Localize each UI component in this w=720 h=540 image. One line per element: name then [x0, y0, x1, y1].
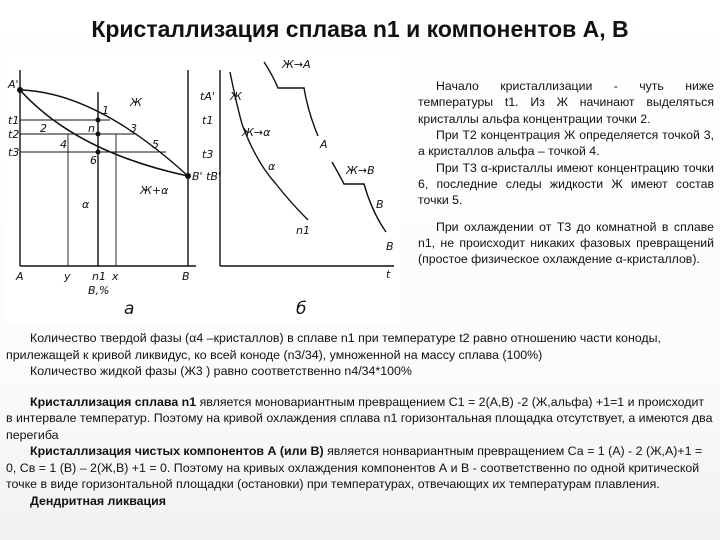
label-cool-B: B — [376, 198, 384, 211]
slide-title: Кристаллизация сплава n1 и компонентов А, В — [91, 16, 629, 42]
alloy-crystallization-body: является моновариантным превращением С1 = 2(А,В) -2 (Ж,альфа) +1=1 и происходит в интервале температур. Поэтому на кривой охлаждения сплава n1 горизонтальная площадка отсутствует, а имеются два перегиба — [6, 394, 713, 442]
label-x: x — [112, 270, 119, 283]
phase-diagram-svg — [6, 52, 400, 324]
alloy-crystallization-text — [6, 394, 714, 444]
label-time-axis: t — [386, 268, 391, 281]
label-liquid-to-alpha: Ж→α — [242, 126, 271, 139]
label-cool-n1: n1 — [296, 224, 310, 237]
pure-components-heading: Кристаллизация чистых компонентов А (или В) — [30, 444, 324, 458]
label-t3: t3 — [8, 146, 20, 159]
label-y: y — [64, 270, 71, 283]
label-B-prime: B' tB' — [192, 170, 221, 183]
paragraph-t2: При Т2 концентрация Ж определяется точкой 3, а кристаллов альфа – точкой 4. — [418, 128, 714, 159]
paragraph-start: Начало кристаллизации - чуть ниже температуры t1. Из Ж начинают выделяться кристаллы альфа концентрации точки 2. — [418, 79, 714, 126]
panel-label-a: а — [124, 299, 135, 319]
label-liquid-to-B: Ж→В — [346, 164, 375, 177]
pure-components-text — [6, 443, 714, 493]
label-cool-t3: t3 — [202, 148, 214, 161]
paragraph-cooling: При охлаждении от Т3 до комнатной в сплаве n1, не происходит никаких фазовых превращений (простое физическое охлаждение α-кристаллов). — [418, 219, 714, 267]
point-n — [96, 132, 101, 137]
label-A-prime: A' — [8, 78, 19, 91]
panel-label-b: б — [296, 299, 307, 319]
alloy-crystallization-heading: Кристаллизация сплава n1 — [30, 394, 197, 409]
label-cool-liquid: Ж — [230, 90, 242, 103]
label-liquid-to-A: Ж→A — [282, 58, 311, 71]
dendritic-liquation-heading: Дендритная ликвация — [30, 493, 167, 508]
phase-diagram-figure — [6, 52, 400, 324]
label-cool-B2: B — [386, 240, 394, 253]
axis-label-B-percent: B,% — [88, 284, 110, 297]
label-liquid: Ж — [130, 96, 142, 109]
label-tA: tA' — [200, 90, 215, 103]
label-A: A — [16, 270, 24, 283]
label-n1-axis: n1 — [92, 270, 106, 283]
solid-fraction-text: Количество твердой фазы (α4 –кристаллов) в сплаве n1 при температуре t2 равно отношению части коноды, прилежащей к кривой ликвидус, ко всей коноде (n3/34), умноженной на массу сплава (100%) — [6, 331, 661, 362]
label-t2: t2 — [8, 128, 20, 141]
liquid-fraction-text: Количество жидкой фазы (Ж3 ) равно соответственно n4/34*100% — [30, 364, 412, 378]
point-B-prime — [185, 173, 191, 179]
label-1: 1 — [102, 104, 109, 117]
label-cool-A: A — [320, 138, 328, 151]
explanation-text — [418, 78, 714, 268]
bottom-text — [6, 330, 714, 509]
label-cool-t1: t1 — [202, 114, 214, 127]
label-4: 4 — [60, 138, 67, 151]
label-liquid-alpha: Ж+α — [140, 184, 169, 197]
paragraph-t3: При Т3 α-кристаллы имеют концентрацию точки 6, последние следы жидкости Ж имеют состав точки 5. — [418, 160, 714, 208]
label-t1: t1 — [8, 114, 20, 127]
pure-components-body: является нонвариантным превращением Са = 1 (А) - 2 (Ж,А)+1 = 0, Св = 1 (В) – 2(Ж,В) +1 = 0. Поэтому на кривых охлаждения компонентов А и В - соответственно по одной критической точке в виде горизонтальной площадки (остановки) при температурах, отвечающих их температурам плавления. — [6, 444, 703, 491]
point-1 — [96, 118, 101, 123]
label-alpha: α — [82, 198, 90, 211]
label-B: B — [182, 270, 190, 283]
label-2: 2 — [40, 122, 47, 135]
label-5: 5 — [152, 138, 159, 151]
label-3: 3 — [130, 122, 137, 135]
label-6: 6 — [90, 154, 97, 167]
cooling-curve-A — [264, 62, 318, 136]
label-cool-alpha: α — [268, 160, 276, 173]
label-n: n — [88, 122, 95, 135]
